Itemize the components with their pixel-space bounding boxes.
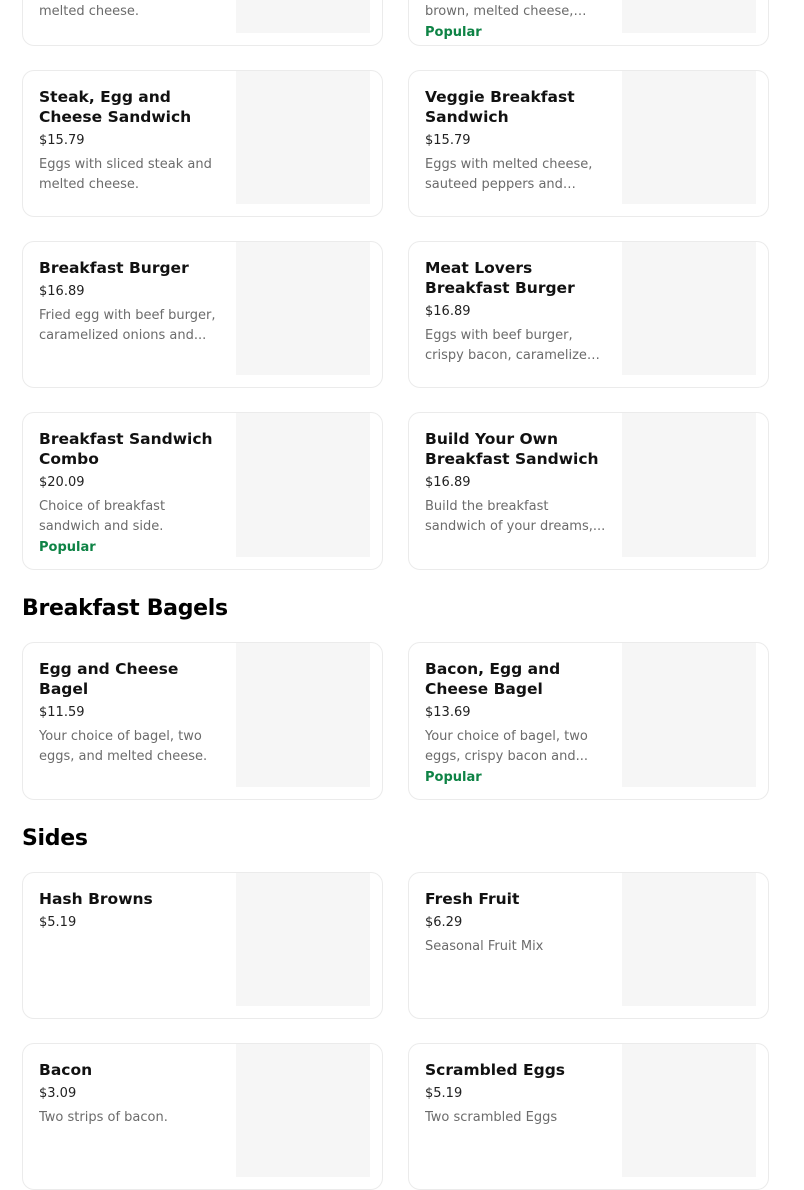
item-price: $5.19 (425, 1086, 463, 1101)
item-price: $20.09 (39, 475, 85, 490)
item-description: Seasonal Fruit Mix (425, 939, 544, 954)
item-image (236, 1044, 370, 1177)
item-name: Scrambled Eggs (425, 1061, 566, 1079)
item-image (622, 643, 756, 787)
item-image (236, 643, 370, 787)
item-description: Two scrambled Eggs (425, 1110, 558, 1125)
item-image (622, 0, 756, 33)
menu-item-card[interactable] (22, 412, 383, 570)
item-name: Veggie Breakfast Sandwich (425, 88, 575, 126)
section-title-sides: Sides (22, 826, 88, 851)
item-name: Hash Browns (39, 890, 153, 908)
item-image (622, 873, 756, 1006)
item-description: Eggs with melted cheese, sauteed peppers and (425, 157, 593, 192)
menu-item-card[interactable] (22, 70, 383, 217)
item-name: Egg and Cheese Bagel (39, 660, 179, 698)
item-name: Bacon (39, 1061, 93, 1079)
item-price: $5.19 (39, 915, 77, 930)
item-name: Fresh Fruit (425, 890, 520, 908)
item-price: $15.79 (39, 133, 85, 148)
section-title-breakfast-bagels: Breakfast Bagels (22, 596, 228, 621)
item-image (622, 71, 756, 204)
item-description: Eggs with sliced steak and melted cheese. (39, 157, 212, 192)
item-image (622, 1044, 756, 1177)
menu-item-card[interactable] (22, 1043, 383, 1190)
item-price: $16.89 (425, 304, 471, 319)
menu-item-card[interactable] (408, 1043, 769, 1190)
item-image (236, 71, 370, 204)
item-description: Your choice of bagel, two eggs, crispy bacon and... (425, 729, 589, 764)
item-description: Your choice of bagel, two eggs, and melted cheese. (39, 729, 208, 764)
menu-item-card[interactable] (22, 0, 383, 46)
item-name: Bacon, Egg and Cheese Bagel (425, 660, 561, 698)
item-description: Build the breakfast sandwich of your dreams,... (425, 499, 606, 534)
popular-badge: Popular (425, 770, 482, 785)
item-image (236, 0, 370, 33)
menu-item-card[interactable] (22, 872, 383, 1019)
item-name: Steak, Egg and Cheese Sandwich (39, 88, 192, 126)
menu-item-card[interactable] (408, 872, 769, 1019)
item-description: brown, melted cheese, (425, 4, 574, 19)
item-description: Eggs with beef burger, crispy bacon, caramelized (425, 328, 596, 363)
menu-item-card[interactable] (408, 412, 769, 570)
menu-item-card[interactable] (22, 642, 383, 800)
item-price: $16.89 (425, 475, 471, 490)
item-description: Fried egg with beef burger, caramelized onions and... (39, 308, 216, 343)
item-price: $15.79 (425, 133, 471, 148)
menu-item-card[interactable] (22, 241, 383, 388)
item-image (622, 413, 756, 557)
item-name: Breakfast Burger (39, 259, 189, 277)
menu-item-card[interactable] (408, 0, 769, 46)
item-image (236, 413, 370, 557)
item-description: Two strips of bacon. (39, 1110, 168, 1125)
item-image (622, 242, 756, 375)
item-price: $3.09 (39, 1086, 77, 1101)
item-name: Meat Lovers Breakfast Burger (425, 259, 575, 297)
item-image (236, 873, 370, 1006)
menu-item-card[interactable] (408, 70, 769, 217)
item-description: Choice of breakfast sandwich and side. (39, 499, 166, 534)
item-name: Build Your Own Breakfast Sandwich (425, 430, 599, 468)
popular-badge: Popular (425, 25, 482, 40)
item-price: $16.89 (39, 284, 85, 299)
item-price: $11.59 (39, 705, 85, 720)
item-price: $6.29 (425, 915, 463, 930)
menu-item-card[interactable] (408, 642, 769, 800)
item-name: Breakfast Sandwich Combo (39, 430, 213, 468)
item-description: melted cheese. (39, 4, 140, 19)
menu-item-card[interactable] (408, 241, 769, 388)
item-image (236, 242, 370, 375)
popular-badge: Popular (39, 540, 96, 555)
item-price: $13.69 (425, 705, 471, 720)
